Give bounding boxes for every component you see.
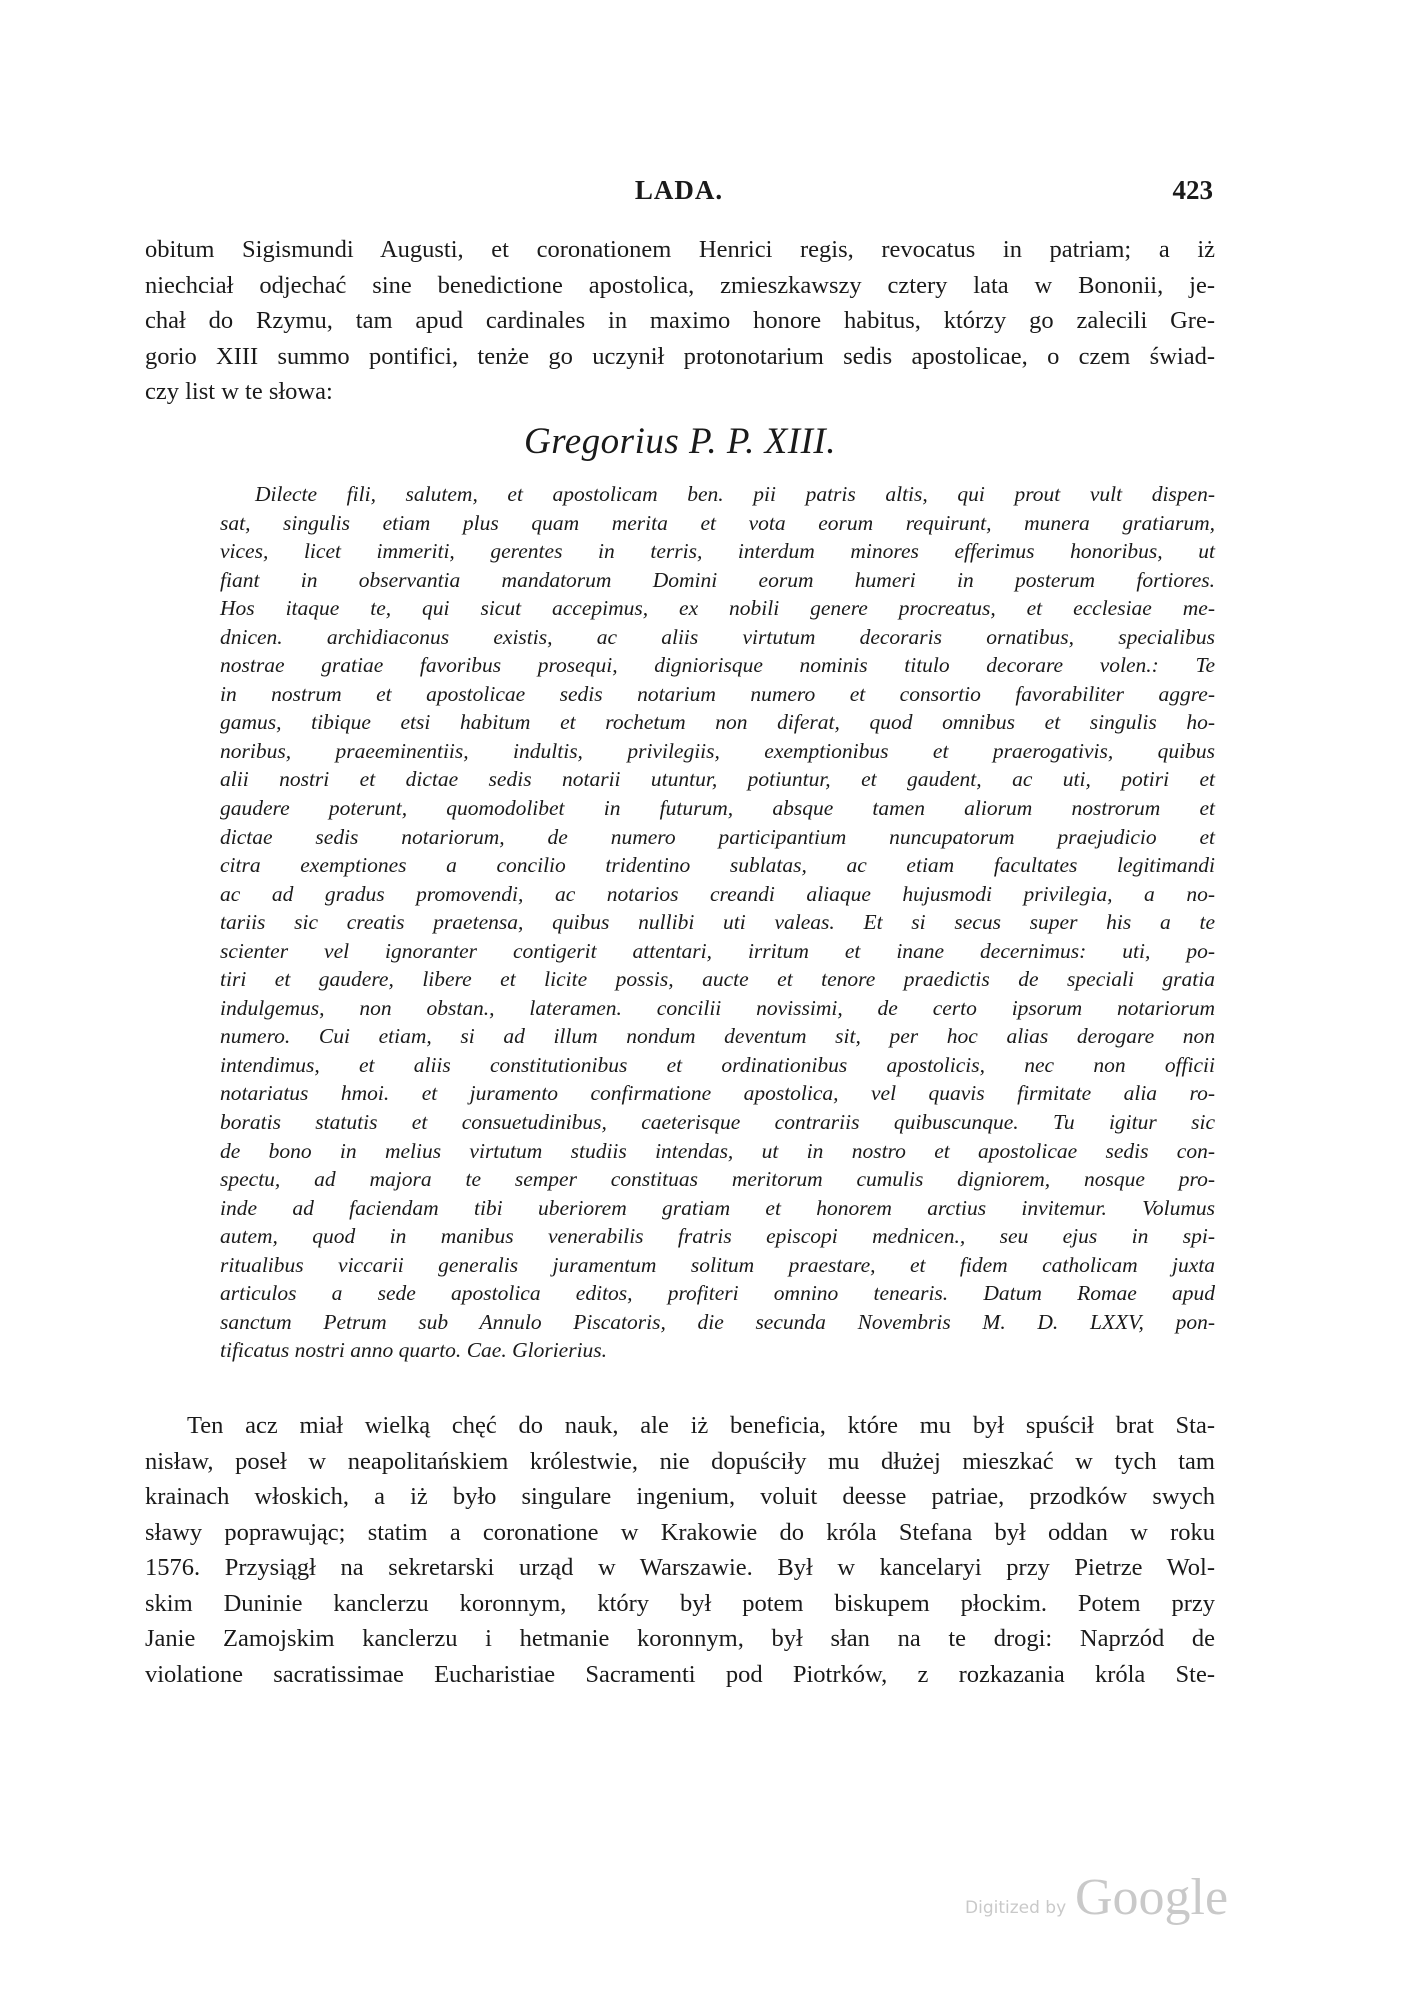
- letter-line: boratis statutis et consuetudinibus, caeterisque contrariis quibuscunque. Tu igitur sic: [220, 1110, 1215, 1135]
- text-line: 1576. Przysiągł na sekretarski urząd w Warszawie. Był w kancelaryi przy Pietrze Wol-: [145, 1554, 1215, 1581]
- letter-line: nostrae gratiae favoribus prosequi, digniorisque nominis titulo decorare volen.: Te: [220, 653, 1215, 678]
- letter-line: sanctum Petrum sub Annulo Piscatoris, die secunda Novembris M. D. LXXV, pon-: [220, 1309, 1215, 1334]
- letter-line: dnicen. archidiaconus existis, ac aliis virtutum decoraris ornatibus, specialibus: [220, 624, 1215, 649]
- text-line: violatione sacratissimae Eucharistiae Sacramenti pod Piotrków, z rozkazania króla Ste-: [145, 1660, 1215, 1688]
- letter-line: Dilecte fili, salutem, et apostolicam ben. pii patris altis, qui prout vult dispen-: [255, 482, 1215, 506]
- paragraph-biography: [145, 1408, 1215, 1692]
- text-line: czy list w te słowa:: [145, 378, 333, 405]
- letter-closing-line: [220, 1336, 1215, 1365]
- watermark-small-text: Digitized by: [965, 1898, 1067, 1918]
- letter-line: in nostrum et apostolicae sedis notarium numero et consortio favorabiliter aggre-: [220, 681, 1215, 706]
- letter-line: sat, singulis etiam plus quam merita et vota eorum requirunt, munera gratiarum,: [220, 510, 1215, 535]
- letter-line: tiri et gaudere, libere et licite possis, aucte et tenore praedictis de speciali gratia: [220, 967, 1215, 992]
- letter-line: vices, licet immeriti, gerentes in terris, interdum minores efferimus honoribus, ut: [220, 539, 1215, 564]
- text-line: krainach włoskich, a iż było singulare ingenium, voluit deesse patriae, przodków swych: [145, 1483, 1215, 1510]
- google-logo: Google: [1075, 1869, 1229, 1926]
- text-line: Janie Zamojskim kanclerzu i hetmanie koronnym, był słan na te drogi: Naprzód de: [145, 1625, 1215, 1652]
- letter-line: gaudere poterunt, quomodolibet in futurum, absque tamen aliorum nostrorum et: [220, 796, 1215, 821]
- letter-closing-text: tificatus nostri anno quarto.: [220, 1338, 462, 1363]
- papal-letter: [220, 480, 1215, 1365]
- letter-line: intendimus, et aliis constitutionibus et ordinationibus apostolicis, nec non officii: [220, 1052, 1215, 1077]
- page-header: [145, 175, 1213, 215]
- text-line: Ten acz miał wielką chęć do nauk, ale iż beneficia, które mu był spuścił brat Sta-: [187, 1412, 1215, 1439]
- letter-line: noribus, praeeminentiis, indultis, privilegiis, exemptionibus et praerogativis, quibus: [220, 738, 1215, 763]
- letter-line: numero. Cui etiam, si ad illum nondum deventum sit, per hoc alias derogare non: [220, 1024, 1215, 1049]
- letter-line: indulgemus, non obstan., lateramen. concilii novissimi, de certo ipsorum notariorum: [220, 995, 1215, 1020]
- text-line: niechciał odjechać sine benedictione apostolica, zmieszkawszy cztery lata w Bononii, je-: [145, 271, 1215, 299]
- letter-line: autem, quod in manibus venerabilis fratris episcopi mednicen., seu ejus in spi-: [220, 1224, 1215, 1249]
- text-line: sławy poprawując; statim a coronatione w Krakowie do króla Stefana był oddan w roku: [145, 1518, 1215, 1546]
- letter-line: spectu, ad majora te semper constituas meritorum cumulis digniorem, nosque pro-: [220, 1167, 1215, 1192]
- text-line: nisław, poseł w neapolitańskiem królestwie, nie dopuściły mu dłużej mieszkać w tych tam: [145, 1447, 1215, 1475]
- letter-line: fiant in observantia mandatorum Domini eorum humeri in posterum fortiores.: [220, 567, 1215, 592]
- letter-title: Gregorius P. P. XIII.: [524, 421, 836, 462]
- letter-line: Hos itaque te, qui sicut accepimus, ex nobili genere procreatus, et ecclesiae me-: [220, 596, 1215, 621]
- letter-line: inde ad faciendam tibi uberiorem gratiam et honorem arctius invitemur. Volumus: [220, 1195, 1215, 1220]
- letter-line: ac ad gradus promovendi, ac notarios creandi aliaque hujusmodi privilegia, a no-: [220, 881, 1215, 906]
- letter-signature: Cae. Glorierius.: [466, 1338, 608, 1363]
- letter-line: notariatus hmoi. et juramento confirmatione apostolica, vel quavis firmitate alia ro-: [220, 1081, 1215, 1106]
- letter-line: ritualibus viccarii generalis juramentum solitum praestare, et fidem catholicam juxta: [220, 1252, 1215, 1277]
- letter-line: tariis sic creatis praetensa, quibus nullibi uti valeas. Et si secus super his a te: [220, 910, 1215, 935]
- page-number: 423: [1172, 175, 1213, 205]
- text-line: gorio XIII summo pontifici, tenże go uczynił protonotarium sedis apostolicae, o czem świad-: [145, 342, 1215, 370]
- letter-line: articulos a sede apostolica editos, profiteri omnino tenearis. Datum Romae apud: [220, 1281, 1215, 1306]
- text-line: obitum Sigismundi Augusti, et coronationem Henrici regis, revocatus in patriam; a iż: [145, 236, 1215, 263]
- letter-line: citra exemptiones a concilio tridentino sublatas, ac etiam facultates legitimandi: [220, 853, 1215, 878]
- letter-line: de bono in melius virtutum studiis intendas, ut in nostro et apostolicae sedis con-: [220, 1138, 1215, 1163]
- paragraph-intro: [145, 232, 1215, 410]
- running-head: LADA.: [634, 175, 724, 205]
- letter-line: gamus, tibique etsi habitum et rochetum non diferat, quod omnibus et singulis ho-: [220, 710, 1215, 735]
- text-line: chał do Rzymu, tam apud cardinales in maximo honore habitus, którzy go zalecili Gre-: [145, 307, 1215, 334]
- digitized-watermark: [965, 1868, 1245, 1928]
- letter-line: dictae sedis notariorum, de numero participantium nuncupatorum praejudicio et: [220, 824, 1215, 849]
- letter-line: scienter vel ignoranter contigerit attentari, irritum et inane decernimus: uti, po-: [220, 938, 1215, 963]
- text-line: skim Duninie kanclerzu koronnym, który był potem biskupem płockim. Potem przy: [145, 1589, 1215, 1617]
- letter-line: alii nostri et dictae sedis notarii utuntur, potiuntur, et gaudent, ac uti, potiri et: [220, 767, 1215, 792]
